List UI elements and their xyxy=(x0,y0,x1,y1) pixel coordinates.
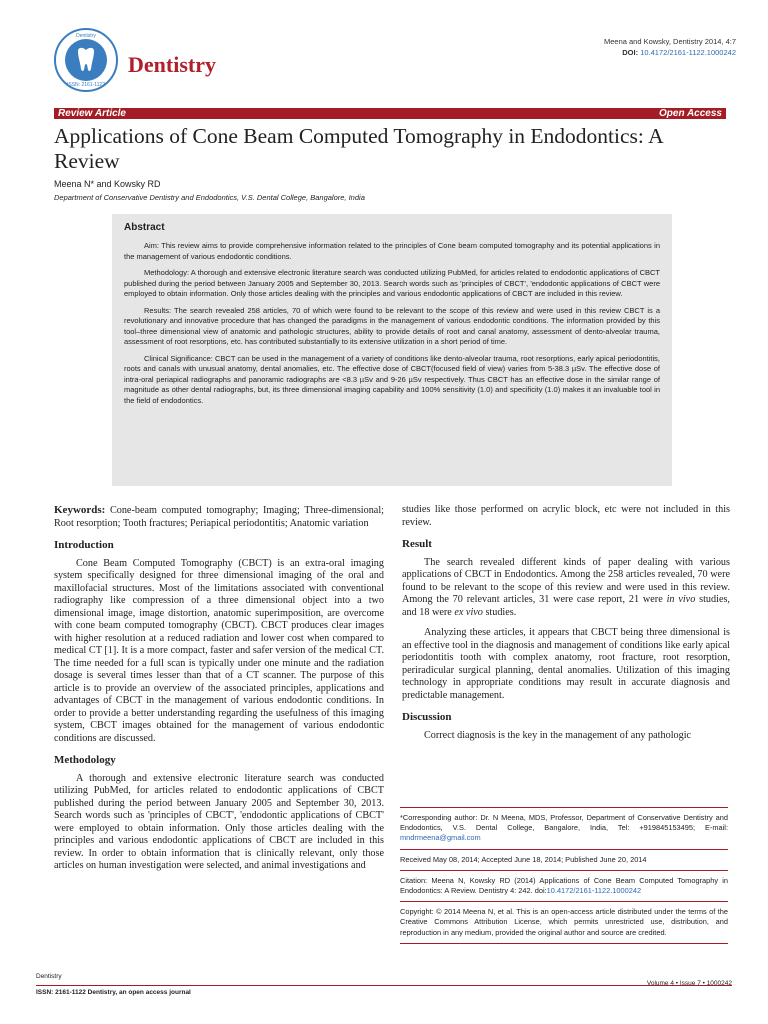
left-column xyxy=(54,504,384,873)
result-text-b: studies, and 18 were xyxy=(402,594,730,618)
article-type-label: Review Article xyxy=(58,108,126,119)
corr-divider xyxy=(400,870,728,871)
abstract-heading: Abstract xyxy=(124,222,165,233)
result-paragraph-2: Analyzing these articles, it appears that CBCT being three dimensional is an effective tool in the diagnosis and management of conditions like early apical periodontitis tooth with complex anatomy, root fracture, root resorption, periradicular surgical planning, dental anomalies. Utilization of this imaging technology in appropriate conditions may result in accurate diagnosis and predictable management. xyxy=(402,627,730,701)
result-text-a: The search revealed different kinds of paper dealing with various applications of CBCT in Endodontics. Among the 258 articles revealed, 70 were found to be relevant to the scope of this review and were used in this review. Among the 70 relevant articles, 31 were case report, 21 were xyxy=(402,556,730,605)
corr-text: *Corresponding author: Dr. N Meena, MDS, Professor, Department of Conservative Dentistry and Endodontics, V.S. Dental College, Bangalore, India, Tel: +919845153495; E-mail: xyxy=(400,813,728,833)
corr-divider xyxy=(400,849,728,850)
abstract-results: Results: The search revealed 258 articles, 70 of which were found to be relevant to the scope of this review and were used in this review CBCT is a revolutionary and innovative procedure that has changed the paradigms in the management of various endodontic conditions. The information provided by this tool–three dimensional view of anatomic and pathologic structures, ability to provide details of root and canal anatomy, assessment of dento-alveolar trauma, assessment of root resorptions, etc. has contributed substantially to its extensive utilization in a short period of time. xyxy=(124,305,660,346)
citation-text xyxy=(400,876,728,896)
citation-body: Citation: Meena N, Kowsky RD (2014) Applications of Cone Beam Computed Tomography in Endodontics: A Review. Dentistry 4: 242. doi: xyxy=(400,875,728,896)
journal-logo xyxy=(54,28,118,92)
abstract-clinical-significance: Clinical Significance: CBCT can be used in the management of a variety of conditions like dento-alveolar trauma, root resorptions, early apical periodontitis, roots and canals with unusual anatomy, dental anomalies, etc. The effective dose of CBCT(focused field of view) varies from 5-38.3 µSv. The effective dose of intra-oral periapical radiographs and panoramic radiographs are <8.3 µSv and 9-26 µSv respectively. Thus CBCT has an effective dose in the similar range of magnitude as other dental radiographs, but, its three dimensional imaging capability and 100% sensitivity (1.0) and specificity (1.0) makes it an invaluable tool in the field of endodontics. xyxy=(124,353,660,405)
affiliation: Department of Conservative Dentistry and Endodontics, V.S. Dental College, Bangalore, India xyxy=(54,193,365,202)
corr-divider-bottom xyxy=(400,943,728,944)
keywords xyxy=(54,504,384,530)
copyright-text: Copyright: © 2014 Meena N, et al. This is an open-access article distributed under the terms of the Creative Commons Attribution License, which permits unrestricted use, distribution, and reproduction in any medium, provided the original author and source are credited. xyxy=(400,907,728,937)
result-paragraph-1 xyxy=(402,557,730,620)
tooth-icon xyxy=(65,39,107,81)
correspondence-box xyxy=(400,802,728,949)
result-heading: Result xyxy=(402,538,432,550)
citation-line: Meena and Kowsky, Dentistry 2014, 4:7 xyxy=(603,37,736,46)
footer-volume: Volume 4 • Issue 7 • 1000242 xyxy=(646,980,732,987)
authors: Meena N* and Kowsky RD xyxy=(54,179,161,189)
intro-heading: Introduction xyxy=(54,539,114,551)
footer-journal: Dentistry xyxy=(36,973,62,980)
discussion-paragraph: Correct diagnosis is the key in the management of any pathologic xyxy=(424,729,692,741)
abstract-methodology: Methodology: A thorough and extensive electronic literature search was conducted utilizing PubMed, for articles related to endodontic applications of CBCT published during the period between January 2005 and September 30, 2013. Search words such as 'principles of CBCT', 'endodontic applications of CBCT were employed to obtain information. Only those articles dealing with the principles and various endodontic applications of CBCT are included in this review. xyxy=(124,268,660,298)
footer-issn: ISSN: 2161-1122 Dentistry, an open access journal xyxy=(36,989,191,996)
doi-link[interactable]: 10.4172/2161-1122.1000242 xyxy=(640,48,736,57)
methodology-heading: Methodology xyxy=(54,754,116,766)
article-title: Applications of Cone Beam Computed Tomography in Endodontics: A Review xyxy=(54,124,663,173)
open-access-label: Open Access xyxy=(659,108,722,119)
article-dates: Received May 08, 2014; Accepted June 18, 2014; Published June 20, 2014 xyxy=(400,854,647,864)
abstract-aim: Aim: This review aims to provide comprehensive information related to the principles of Cone beam computed tomography and its potential applications in the management of various endodontic conditions. xyxy=(124,241,660,261)
keywords-label: Keywords: xyxy=(54,504,106,516)
email-link[interactable]: mndrmeena@gmail.com xyxy=(400,833,481,843)
corresponding-author xyxy=(400,813,728,844)
citation-doi-link[interactable]: 10.4172/2161-1122.1000242 xyxy=(546,886,642,896)
intro-paragraph: Cone Beam Computed Tomography (CBCT) is an extra-oral imaging system specifically designed for three dimensional imaging of the oral and maxillofacial structures. Most of the limitations associated with conventional radiography like compression of a three dimensional object into a two dimensional image, image distortion, anatomic superimposition, are overcome with cone beam computed tomography (CBCT). CBCT produces clear images with higher resolution at a reduced radiation and lower cost when compared to medical CT [1]. It is a more compact, faster and safer version of the medical CT. The time needed for a full scan is typically under one minute and the radiation dosage is several times lesser than that of a CT scanner. The purpose of this article is to provide an overview of the associated principles, applications and advantages of CBCT in the management of various endodontic conditions. In order to provide a better understanding regarding the usefulness of this imaging system, CBCT images obtained for the management of various endodontic conditions are discussed. xyxy=(54,557,384,744)
abstract-box xyxy=(112,214,672,486)
footer-rule xyxy=(36,985,732,986)
corr-divider xyxy=(400,901,728,902)
keywords-text: Cone-beam computed tomography; Imaging; Three-dimensional; Root resorption; Tooth fractures; Periapical periodontitis; Anatomic variation xyxy=(54,505,384,529)
methodology-continued: studies like those performed on acrylic block, etc were not included in this review. xyxy=(402,504,730,528)
methodology-paragraph: A thorough and extensive electronic literature search was conducted utilizing PubMed, for articles related to endodontic applications of CBCT published during the period between January 2005 and September 30, 2013. Search words such as 'principles of CBCT', 'endodontic applications of CBCT' were employed to obtain information. Only those articles dealing with the principles and various endodontic applications of CBCT are included in this review. In order to obtain information that is clinically relevant, only those articles on human investigation were selected, and animal investigations and xyxy=(54,772,384,871)
right-column xyxy=(402,504,730,742)
logo-text-bottom: ISSN: 2161-1122 xyxy=(67,82,105,88)
citation-header xyxy=(604,36,736,58)
ex-vivo-term: ex vivo xyxy=(454,606,483,618)
corr-divider-top xyxy=(400,807,728,808)
article-type-banner xyxy=(54,108,726,119)
result-text-c: studies. xyxy=(482,606,517,618)
in-vivo-term: in vivo xyxy=(666,594,696,605)
journal-name: Dentistry xyxy=(128,52,216,77)
logo-text-top: Dentistry xyxy=(76,33,96,39)
discussion-heading: Discussion xyxy=(402,711,452,723)
doi-label: DOI: xyxy=(622,48,639,57)
